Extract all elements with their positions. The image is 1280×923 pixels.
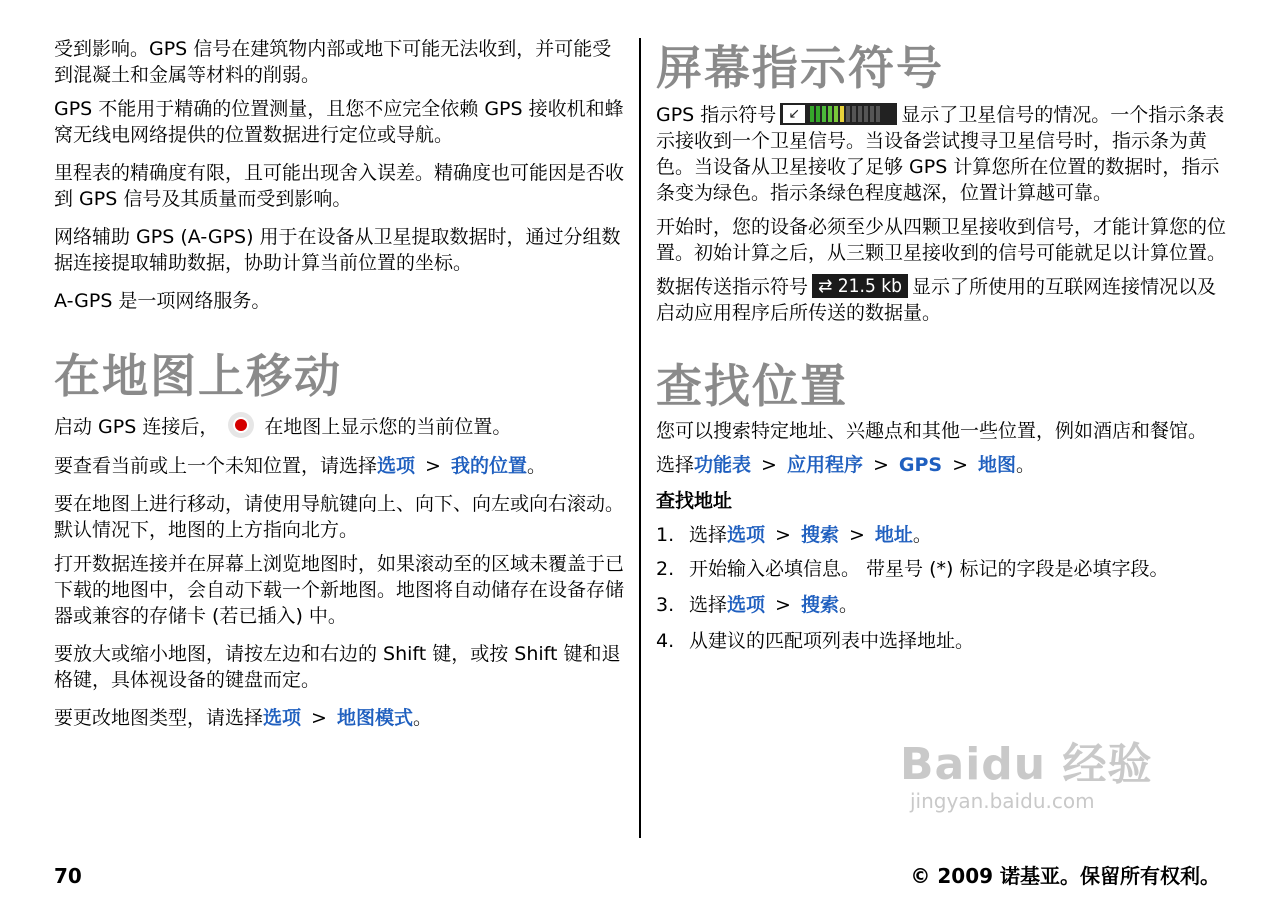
paragraph: [656, 102, 1226, 206]
text: 。: [526, 454, 546, 477]
paragraph: GPS 不能用于精确的位置测量，且您不应完全依赖 GPS 接收机和蜂窝无线电网络提供的位置数据进行定位或导航。: [54, 98, 624, 146]
menu-link-options[interactable]: 选项: [377, 454, 416, 477]
text: 要更改地图类型，请选择: [54, 706, 264, 729]
text: 。: [838, 594, 858, 616]
separator: >: [311, 706, 327, 729]
step-number: 2.: [656, 558, 675, 580]
text: 。: [1016, 454, 1036, 476]
separator: >: [425, 454, 441, 477]
subheading-find-address: 查找地址: [656, 490, 733, 512]
separator: >: [775, 524, 791, 546]
section-heading-move-map: 在地图上移动: [54, 349, 342, 403]
step-number: 1.: [656, 524, 675, 546]
menu-link-my-position[interactable]: 我的位置: [450, 454, 527, 477]
paragraph: 里程表的精确度有限，且可能出现舍入误差。精确度也可能因是否收到 GPS 信号及其质量而受到影响。: [54, 162, 625, 210]
separator: >: [872, 454, 889, 476]
baidu-watermark: [900, 740, 1152, 812]
list-item: [656, 522, 1226, 548]
text: 从建议的匹配项列表中选择地址。: [689, 630, 975, 652]
separator: >: [952, 454, 969, 476]
text: 开始输入必填信息。 带星号 (*) 标记的字段是必填字段。: [689, 558, 1169, 580]
paragraph: [54, 453, 626, 479]
menu-link-applications[interactable]: 应用程序: [786, 454, 863, 476]
menu-link-options[interactable]: 选项: [727, 524, 766, 546]
paragraph: 您可以搜索特定地址、兴趣点和其他一些位置，例如酒店和餐馆。: [656, 420, 1208, 442]
text: GPS 指示符号: [656, 104, 777, 126]
current-location-icon: [228, 412, 254, 438]
section-heading-indicators: 屏幕指示符号: [656, 41, 944, 95]
paragraph: [656, 452, 1226, 478]
text: 选择: [689, 524, 728, 546]
text: 选择: [656, 454, 695, 476]
watermark-brand: Baidu 经验: [900, 739, 1153, 790]
text: 启动 GPS 连接后，: [54, 416, 219, 438]
menu-link-map-mode[interactable]: 地图模式: [336, 706, 413, 729]
menu-link-menu[interactable]: 功能表: [694, 454, 752, 476]
section-heading-find-location: 查找位置: [656, 359, 848, 413]
data-transfer-icon: ⇄ 21.5 kb: [812, 274, 908, 298]
copyright: © 2009 诺基亚。保留所有权利。: [910, 864, 1220, 888]
list-item: [656, 592, 1226, 618]
text: 在地图上显示您的当前位置。: [264, 416, 512, 438]
left-column: [54, 0, 626, 731]
list-item: [656, 556, 1226, 582]
menu-link-search[interactable]: 搜索: [800, 524, 839, 546]
page-number: 70: [54, 864, 82, 888]
text: 数据传送指示符号: [656, 276, 809, 298]
menu-link-address[interactable]: 地址: [874, 524, 913, 546]
watermark-url: jingyan.baidu.com: [910, 789, 1095, 813]
right-column: [656, 0, 1226, 654]
text: 选择: [689, 594, 728, 616]
paragraph: 受到影响。GPS 信号在建筑物内部或地下可能无法收到，并可能受到混凝土和金属等材料的削弱。: [54, 38, 612, 86]
paragraph: A-GPS 是一项网络服务。: [54, 290, 271, 312]
text: 要查看当前或上一个未知位置，请选择: [54, 454, 378, 477]
menu-link-maps[interactable]: 地图: [978, 454, 1017, 476]
text: 。: [412, 706, 432, 729]
paragraph: [656, 274, 1226, 326]
menu-link-gps[interactable]: GPS: [898, 454, 943, 476]
paragraph: 开始时，您的设备必须至少从四颗卫星接收到信号，才能计算您的位置。初始计算之后，从三颗卫星接收到的信号可能就足以计算位置。: [656, 216, 1227, 264]
text: 。: [912, 524, 932, 546]
paragraph: 网络辅助 GPS (A-GPS) 用于在设备从卫星提取数据时，通过分组数据连接提取辅助数据，协助计算当前位置的坐标。: [54, 226, 621, 274]
step-number: 3.: [656, 594, 675, 616]
text: 显示了卫星信号的情况。一个指示条表示接收到一个卫星信号。当设备尝试搜寻卫星信号时，指示条为黄色。当设备从卫星接收了足够 GPS 计算您所在位置的数据时，指示条变为绿色。指示条绿色程度越深，位置计算越可靠。: [656, 104, 1225, 204]
paragraph: 要在地图上进行移动，请使用导航键向上、向下、向左或向右滚动。默认情况下，地图的上方指向北方。: [54, 492, 625, 541]
text: 显示了所使用的互联网连接情况以及启动应用程序后所传送的数据量。: [656, 276, 1217, 324]
menu-link-search[interactable]: 搜索: [800, 594, 839, 616]
separator: >: [848, 524, 865, 546]
paragraph: 打开数据连接并在屏幕上浏览地图时，如果滚动至的区域未覆盖于已下载的地图中，会自动下载一个新地图。地图将自动储存在设备存储器或兼容的存储卡 (若已插入) 中。: [54, 552, 625, 627]
satellite-signal-icon: ↙: [780, 103, 897, 125]
separator: >: [775, 594, 791, 616]
paragraph: [54, 414, 626, 441]
menu-link-options[interactable]: 选项: [727, 594, 766, 616]
list-item: [656, 628, 1226, 654]
paragraph: 要放大或缩小地图，请按左边和右边的 Shift 键，或按 Shift 键和退格键，具体视设备的键盘而定。: [54, 642, 621, 691]
separator: >: [761, 454, 777, 476]
paragraph: [54, 705, 626, 731]
menu-link-options[interactable]: 选项: [263, 706, 302, 729]
column-divider: [639, 38, 641, 838]
step-number: 4.: [656, 630, 675, 652]
steps-list: [656, 522, 1226, 654]
